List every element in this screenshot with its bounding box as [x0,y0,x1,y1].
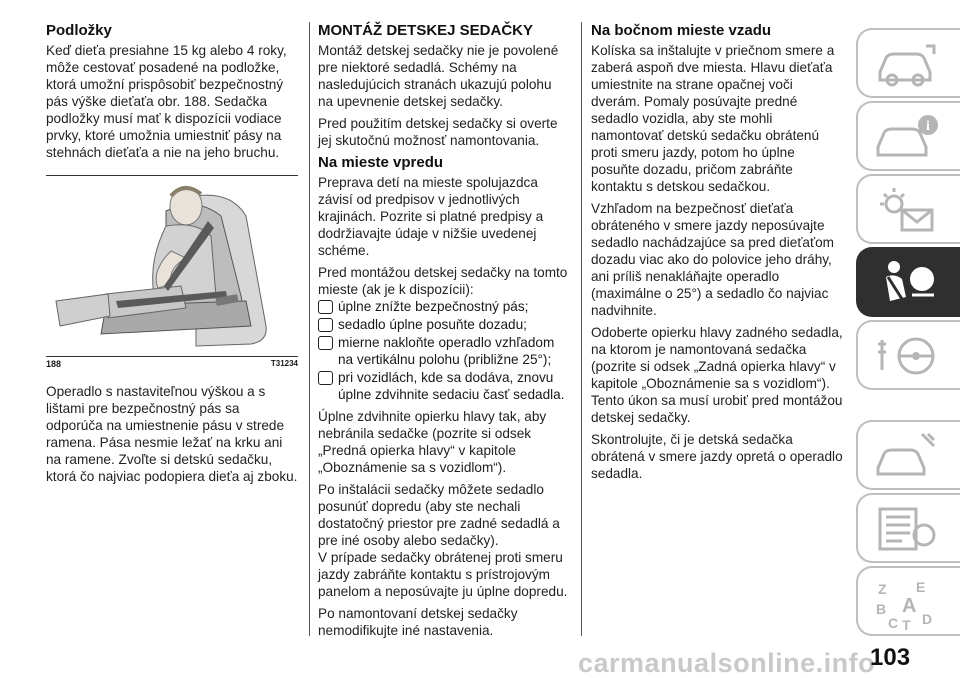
tab-emergency[interactable] [856,420,960,490]
svg-text:A: A [902,595,917,617]
chapter-tab-sidebar [856,0,960,678]
column-1 [46,22,298,166]
figure-bottom-rule [46,356,298,357]
column-3 [591,22,843,487]
svg-text:B: B [876,601,887,617]
tab-warning-lights[interactable] [856,174,960,244]
page-number: 103 [870,644,911,671]
column-1-lower [46,383,298,490]
tab-technical-data[interactable] [856,493,960,563]
svg-text:D: D [922,611,933,627]
tab-starting-driving[interactable] [856,320,960,390]
svg-text:C: C [888,615,899,631]
paragraph: Montáž detskej sedačky nie je povolené pre niektoré sedadlá. Schémy na nasledujúcich stranách ukazujú polohu na upevnenie detskej sedačky. [318,43,559,109]
index-alphabet-icon [872,576,942,631]
section-heading-na-bocnom-mieste: Na bočnom mieste vzadu [591,22,772,39]
column-divider [309,22,310,636]
safety-airbag-icon [872,257,942,307]
section-heading-podlozky: Podložky [46,22,112,39]
figure-code: T31234 [270,359,298,368]
steering-wheel-key-icon [872,330,942,380]
svg-text:T: T [902,617,911,631]
paragraph: Vzhľadom na bezpečnosť dieťaťa obráteného v smere jazdy neposúvajte sedadlo nachádzajúce sa pred dieťaťom dozadu viac ako do polovice jeho dráhy, ani príliš nenakláňajte operadlo (maximálne o 25°) a sedadlo čo najviac nadvihnite. [591,201,834,318]
car-info-circle-icon [872,111,942,161]
tab-safety[interactable] [856,247,960,317]
checklist-item: pri vozidlách, kde sa dodáva, znovu úplne zdvihnite sedaciu časť sedadla. [318,369,570,403]
paragraph: Pred montážou detskej sedačky na tomto mieste (ak je k dispozícii): [318,265,568,297]
checklist-item: úplne znížte bezpečnostný pás; [318,298,570,315]
tab-car-info-circle[interactable] [856,101,960,171]
svg-text:Z: Z [878,581,887,597]
paragraph: Pred použitím detskej sedačky si overte jej skutočnú možnosť namontovania. [318,116,558,148]
figure-number: 188 [46,359,62,369]
svg-text:i: i [926,119,930,134]
subheading-na-mieste-vpredu: Na mieste vpredu [318,154,444,171]
figure-188 [46,175,298,372]
warning-lights-icon [872,184,942,234]
paragraph: Po namontovaní detskej sedačky nemodifikujte iné nastavenia. [318,606,518,638]
paragraph: Kolíska sa inštalujte v priečnom smere a zaberá aspoň dve miesta. Hlavu dieťaťa umiestnite na strane opačnej voči dverám. Pomaly posúvajte predné sedadlo vozidla, aby ste mohli namontovať detskú sedačku obrátenú proti smeru jazdy, potom ho úplne posuňte dozadu, pričom zabráňte kontaktu s detskou sedačkou. [591,43,835,194]
svg-text:E: E [916,579,926,595]
column-2 [318,22,570,644]
paragraph: Skontrolujte, či je detská sedačka obrátená v smere jazdy opretá o operadlo sedadla. [591,432,843,481]
paragraph: Úplne zdvihnite opierku hlavy tak, aby nebránila sedačke (pozrite si odsek „Predná opierka hlavy“ v kapitole „Oboznámenie sa s vozidlom“). [318,409,547,475]
paragraph: Preprava detí na mieste spolujazdca závisí od predpisov v jednotlivých krajinách. Pozrite si platné predpisy a dodržiavajte údaje v nižšie uvedenej schéme. [318,175,544,258]
section-heading-montaz: MONTÁŽ DETSKEJ SEDAČKY [318,22,534,39]
paragraph: Odoberte opierku hlavy zadného sedadla, na ktorom je namontovaná sedačka (pozrite si odsek „Zadná opierka hlavy“ v kapitole „Oboznámenie sa s vozidlom“). Tento úkon sa musí urobiť pred montážou detskej sedačky. [591,325,843,425]
checklist-item: sedadlo úplne posuňte dozadu; [318,316,570,333]
paragraph: Po inštalácii sedačky môžete sedadlo posunúť dopredu (aby ste nechali dostatočný priestor pre zadné sedadlá a pre iné osoby alebo sedačky). [318,482,560,548]
paragraph: Keď dieťa presiahne 15 kg alebo 4 roky, môže cestovať posadené na podložke, ktorá umožní prispôsobiť bezpečnostný pás výške dieťaťa obr. 188. Sedačka podložky musí mať k dispozícii vodiace prvky, ktoré umožnia umiestniť pásy na stehnách dieťaťa a nie na jeho bruchu. [46,43,287,160]
tab-car-info[interactable] [856,28,960,98]
watermark: carmanualsonline.info [578,648,876,678]
technical-data-icon [872,503,942,553]
checklist-item: mierne nakloňte operadlo vzhľadom na vertikálnu polohu (približne 25°); [318,334,570,368]
paragraph: V prípade sedačky obrátenej proti smeru jazdy zabráňte kontaktu s prístrojovým panelom a neposúvajte ju úplne dopredu. [318,550,568,599]
car-tools-icon [872,430,942,480]
column-divider [581,22,582,636]
car-info-icon [872,38,942,88]
paragraph: Operadlo s nastaviteľnou výškou a s lištami pre bezpečnostný pás sa odporúča na umiestnenie pásu v strede ramena. Pása nesmie ležať na krku ani na ramene. Zvoľte si detskú sedačku, ktorá čo najviac podopiera dieťa aj zboku. [46,384,298,484]
tab-index[interactable] [856,566,960,636]
child-booster-seat-illustration [46,176,298,356]
